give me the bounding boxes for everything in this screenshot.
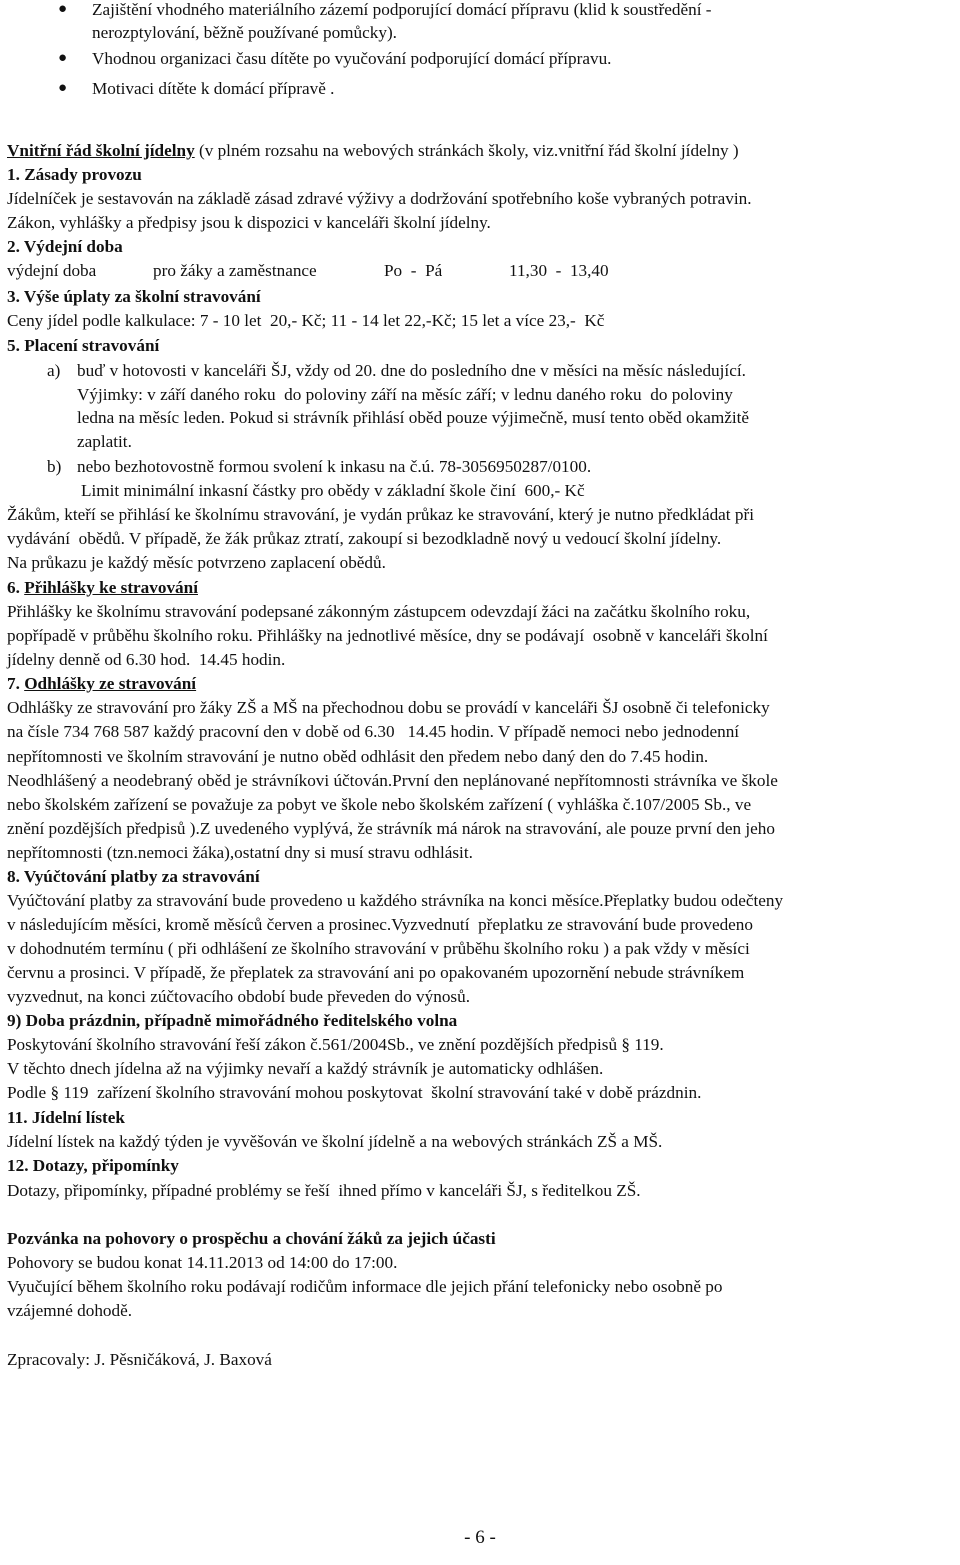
paragraph-line: červnu a prosinci. V případě, že přeplatek za stravování ani po opakovaném upozornění nebude strávníkem	[7, 963, 745, 982]
section-heading: 8. Vyúčtování platby za stravování	[7, 867, 260, 886]
paragraph-line: vyzvednut, na konci zúčtovacího období bude převeden do výnosů.	[7, 987, 470, 1006]
serving-time-label: výdejní doba	[7, 261, 97, 280]
paragraph-line: Jídelní lístek na každý týden je vyvěšován ve školní jídelně a na webových stránkách ZŠ a MŠ.	[7, 1132, 663, 1151]
paragraph-line: znění pozdějších předpisů ).Z uvedeného vyplývá, že strávník má nárok na stravování, ale pouze první den jeho	[7, 819, 775, 838]
bullet-text: Vhodnou organizaci času dítěte po vyučování podporující domácí přípravu.	[92, 49, 612, 68]
paragraph-line: buď v hotovosti v kanceláři ŠJ, vždy od 20. dne do posledního dne v měsíci na měsíc následující.	[77, 361, 746, 380]
paragraph-line: Limit minimální inkasní částky pro obědy v základní škole činí 600,- Kč	[81, 481, 585, 500]
paragraph-line: Odhlášky ze stravování pro žáky ZŠ a MŠ na přechodnou dobu se provádí v kanceláři ŠJ osobně či telefonicky	[7, 698, 770, 717]
paragraph-line: na čísle 734 768 587 každý pracovní den v době od 6.30 14.45 hodin. V případě nemoci nebo jednodenní	[7, 722, 740, 741]
section-title: Přihlášky ke stravování	[24, 578, 198, 597]
section-heading	[7, 672, 196, 695]
section-heading: 11. Jídelní lístek	[7, 1108, 125, 1127]
invitation-heading: Pozvánka na pohovory o prospěchu a chování žáků za jejich účasti	[7, 1229, 496, 1248]
paragraph-line: jídelny denně od 6.30 hod. 14.45 hodin.	[7, 650, 286, 669]
paragraph-line: nebo školském zařízení se považuje za pobyt ve škole nebo školském zařízení ( vyhláška č.107/2005 Sb., ve	[7, 795, 752, 814]
paragraph-line: Ceny jídel podle kalkulace: 7 - 10 let 20,- Kč; 11 - 14 let 22,-Kč; 15 let a více 23,- Kč	[7, 311, 605, 330]
paragraph-line: Přihlášky ke školnímu stravování podepsané zákonným zástupcem odevzdají žáci na začátku školního roku,	[7, 602, 751, 621]
paragraph-line: V těchto dnech jídelna až na výjimky nevaří a každý strávník je automaticky odhlášen.	[7, 1059, 604, 1078]
paragraph-line: Jídelníček je sestavován na základě zásad zdravé výživy a dodržování spotřebního koše vybraných potravin.	[7, 189, 752, 208]
section-heading: 3. Výše úplaty za školní stravování	[7, 287, 261, 306]
section-heading: 5. Placení stravování	[7, 336, 160, 355]
authors-line: Zpracovaly: J. Pěsničáková, J. Baxová	[7, 1350, 272, 1369]
paragraph-line: Výjimky: v září daného roku do poloviny září na měsíc září; v lednu daného roku do poloviny	[77, 385, 733, 404]
paragraph-line: Vyúčtování platby za stravování bude provedeno u každého strávníka na konci měsíce.Přeplatky budou odečteny	[7, 891, 784, 910]
paragraph-line: Žákům, kteří se přihlásí ke školnímu stravování, je vydán průkaz ke stravování, který je nutno předkládat při	[7, 505, 754, 524]
paragraph-line: v dohodnutém termínu ( při odhlášení ze školního stravování v průběhu školního roku ) a pak vždy v měsíci	[7, 939, 750, 958]
canteen-rules-note: (v plném rozsahu na webových stránkách školy, viz.vnitřní řád školní jídelny )	[194, 141, 739, 160]
bullet-icon: ●	[58, 80, 68, 96]
bullet-text-continued: nerozptylování, běžně používané pomůcky).	[92, 23, 397, 42]
section-title: Odhlášky ze stravování	[24, 674, 197, 693]
paragraph-line: ledna na měsíc leden. Pokud si strávník přihlásí oběd pouze výjimečně, musí tento oběd okamžitě	[77, 408, 750, 427]
list-marker: b)	[47, 457, 62, 476]
paragraph-line: Vyučující během školního roku podávají rodičům informace dle jejich přání telefonicky nebo osobně po	[7, 1277, 723, 1296]
serving-time-hours: 11,30 - 13,40	[509, 261, 609, 280]
bullet-text: Motivaci dítěte k domácí přípravě .	[92, 79, 335, 98]
paragraph-line: nepřítomnosti (tzn.nemoci žáka),ostatní dny si musí stravu odhlásit.	[7, 843, 473, 862]
page-number: - 6 -	[464, 1527, 496, 1548]
paragraph-line: v následujícím měsíci, kromě měsíců červen a prosinec.Vyzvednutí přeplatku ze stravování bude provedeno	[7, 915, 753, 934]
paragraph-line: Dotazy, připomínky, případné problémy se řeší ihned přímo v kanceláři ŠJ, s ředitelkou ZŠ.	[7, 1181, 641, 1200]
paragraph-line: zaplatit.	[77, 432, 132, 451]
list-marker: a)	[47, 361, 61, 380]
paragraph-line: Neodhlášený a neodebraný oběd je strávníkovi účtován.První den neplánované nepřítomnosti strávníka ve škole	[7, 771, 778, 790]
section-heading: 1. Zásady provozu	[7, 165, 142, 184]
section-number: 7.	[7, 674, 25, 693]
serving-time-days: Po - Pá	[384, 261, 443, 280]
bullet-icon: ●	[58, 1, 68, 17]
serving-time-audience: pro žáky a zaměstnance	[153, 261, 317, 280]
paragraph-line: Zákon, vyhlášky a předpisy jsou k dispozici v kanceláři školní jídelny.	[7, 213, 491, 232]
paragraph-line: vydávání obědů. V případě, že žák průkaz ztratí, zakoupí si bezodkladně nový u vedoucí školní jídelny.	[7, 529, 722, 548]
section-heading: 9) Doba prázdnin, případně mimořádného ředitelského volna	[7, 1011, 458, 1030]
section-heading: 12. Dotazy, připomínky	[7, 1156, 179, 1175]
paragraph-line: nepřítomnosti ve školním stravování je nutno oběd odhlásit den předem nebo daný den do 7.45 hodin.	[7, 747, 709, 766]
paragraph-line: Podle § 119 zařízení školního stravování mohou poskytovat školní stravování také v době prázdnin.	[7, 1083, 702, 1102]
canteen-rules-heading: Vnitřní řád školní jídelny	[7, 141, 195, 160]
canteen-rules-intro	[7, 139, 739, 162]
paragraph-line: vzájemné dohodě.	[7, 1301, 133, 1320]
paragraph-line: Pohovory se budou konat 14.11.2013 od 14:00 do 17:00.	[7, 1253, 398, 1272]
bullet-icon: ●	[58, 50, 68, 66]
section-heading: 2. Výdejní doba	[7, 237, 123, 256]
section-heading	[7, 576, 198, 599]
paragraph-line: Poskytování školního stravování řeší zákon č.561/2004Sb., ve znění pozdějších předpisů § 119.	[7, 1035, 664, 1054]
bullet-text: Zajištění vhodného materiálního zázemí podporující domácí přípravu (klid k soustředění -	[92, 0, 712, 19]
section-number: 6.	[7, 578, 25, 597]
paragraph-line: nebo bezhotovostně formou svolení k inkasu na č.ú. 78-3056950287/0100.	[77, 457, 592, 476]
paragraph-line: popřípadě v průběhu školního roku. Přihlášky na jednotlivé měsíce, dny se podávají osobně v kanceláři školní	[7, 626, 768, 645]
paragraph-line: Na průkazu je každý měsíc potvrzeno zaplacení obědů.	[7, 553, 386, 572]
